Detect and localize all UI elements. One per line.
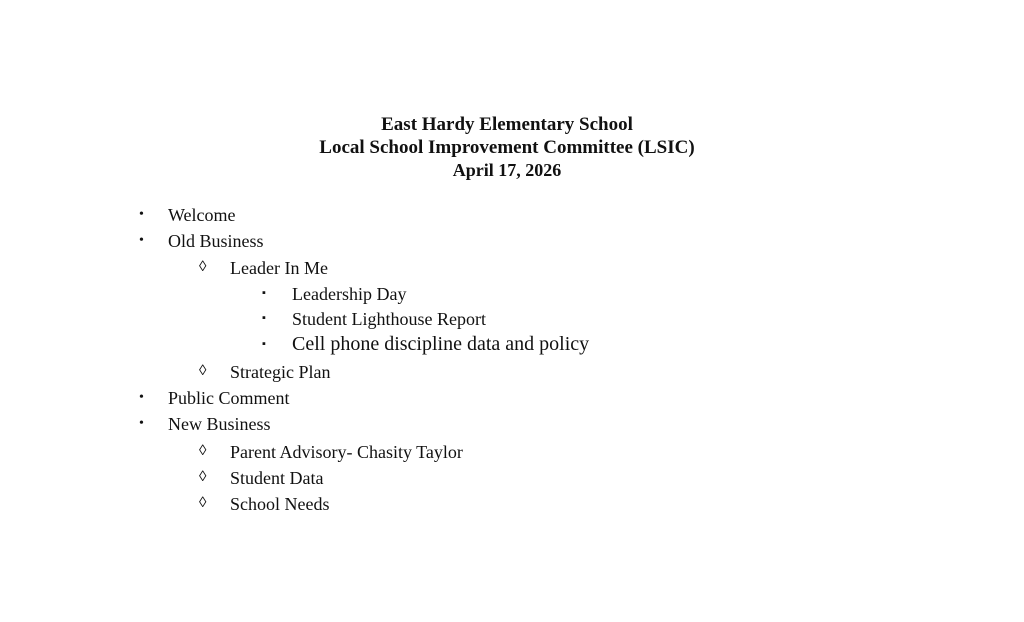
- square-marker: ▪: [262, 312, 266, 324]
- diamond-marker: ◊: [199, 495, 207, 511]
- diamond-marker: ◊: [199, 363, 207, 379]
- agenda-subsubitem-cell-phone-policy: Cell phone discipline data and policy: [292, 333, 590, 355]
- agenda-item-public-comment: Public Comment: [168, 388, 290, 408]
- agenda-subsubitem-leadership-day: Leadership Day: [292, 284, 407, 304]
- agenda-subitem-leader-in-me: Leader In Me: [230, 258, 328, 278]
- diamond-marker: ◊: [199, 259, 207, 275]
- school-name-heading: East Hardy Elementary School: [381, 114, 633, 135]
- bullet-marker: •: [139, 207, 144, 222]
- agenda-item-old-business: Old Business: [168, 231, 264, 251]
- meeting-date: April 17, 2026: [452, 160, 562, 180]
- agenda-subitem-school-needs: School Needs: [230, 494, 330, 514]
- bullet-marker: •: [139, 416, 144, 431]
- square-marker: ▪: [262, 338, 266, 350]
- committee-name-heading: Local School Improvement Committee (LSIC): [319, 137, 695, 158]
- agenda-subitem-strategic-plan: Strategic Plan: [230, 362, 331, 382]
- agenda-item-welcome: Welcome: [168, 205, 236, 225]
- agenda-subsubitem-lighthouse-report: Student Lighthouse Report: [292, 309, 486, 329]
- square-marker: ▪: [262, 287, 266, 299]
- agenda-subitem-parent-advisory: Parent Advisory- Chasity Taylor: [230, 442, 463, 462]
- diamond-marker: ◊: [199, 443, 207, 459]
- bullet-marker: •: [139, 233, 144, 248]
- bullet-marker: •: [139, 390, 144, 405]
- diamond-marker: ◊: [199, 469, 207, 485]
- agenda-subitem-student-data: Student Data: [230, 468, 324, 488]
- document-header: [0, 113, 1014, 181]
- agenda-item-new-business: New Business: [168, 414, 271, 434]
